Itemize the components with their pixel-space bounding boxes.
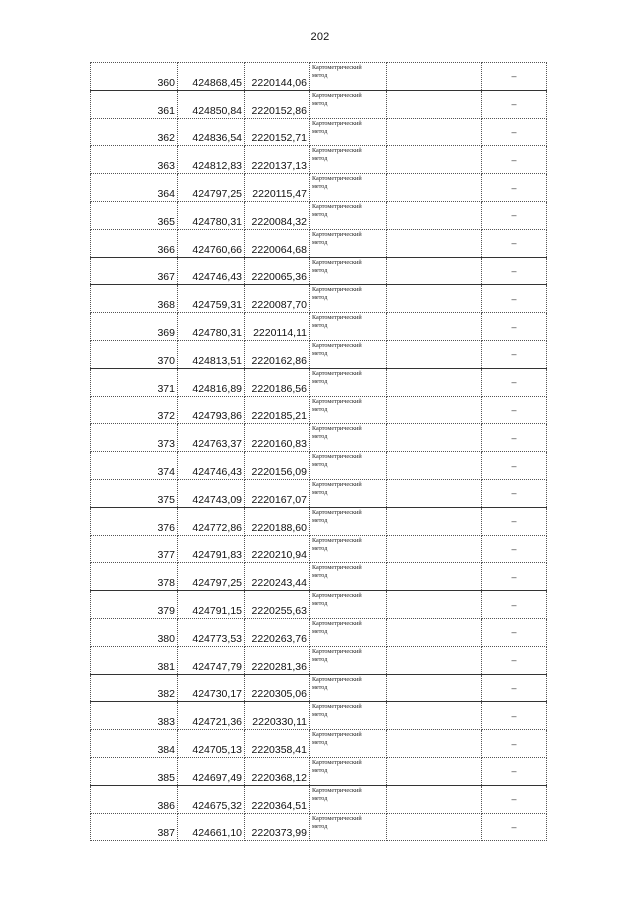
empty-cell: [387, 507, 482, 535]
empty-cell: [387, 118, 482, 146]
method-text-line2: метод: [312, 433, 328, 441]
empty-cell: [387, 257, 482, 285]
coordinate-y: 2220243,44: [245, 563, 310, 591]
method-cell: [310, 118, 387, 146]
method-cell: [310, 174, 387, 202]
method-text-line2: метод: [312, 294, 328, 302]
method-text-line1: Картометрический: [312, 230, 362, 238]
method-cell: [310, 63, 387, 91]
coordinate-y: 2220084,32: [245, 201, 310, 229]
empty-cell: [387, 618, 482, 646]
method-text-line2: метод: [312, 683, 328, 691]
empty-cell: [387, 368, 482, 396]
point-number: 375: [91, 479, 178, 507]
method-text-line1: Картометрический: [312, 731, 362, 739]
point-number: 377: [91, 535, 178, 563]
table-row: [91, 313, 547, 341]
method-cell: [310, 257, 387, 285]
coordinate-y: 2220263,76: [245, 618, 310, 646]
coordinate-x: 424791,83: [178, 535, 245, 563]
empty-cell: [387, 340, 482, 368]
empty-cell: [387, 591, 482, 619]
point-number: 362: [91, 118, 178, 146]
coordinate-x: 424746,43: [178, 257, 245, 285]
dash-cell: –: [482, 563, 547, 591]
method-text-line1: Картометрический: [312, 369, 362, 377]
dash-cell: –: [482, 313, 547, 341]
empty-cell: [387, 285, 482, 313]
table-row: [91, 340, 547, 368]
table-row: [91, 618, 547, 646]
point-number: 365: [91, 201, 178, 229]
method-text-line2: метод: [312, 155, 328, 163]
coordinate-x: 424813,51: [178, 340, 245, 368]
table-row: [91, 785, 547, 813]
point-number: 366: [91, 229, 178, 257]
empty-cell: [387, 785, 482, 813]
method-text-line1: Картометрический: [312, 91, 362, 99]
coordinate-y: 2220156,09: [245, 452, 310, 480]
coordinate-x: 424697,49: [178, 757, 245, 785]
method-text-line1: Картометрический: [312, 64, 362, 71]
empty-cell: [387, 201, 482, 229]
table-row: [91, 591, 547, 619]
coordinate-y: 2220188,60: [245, 507, 310, 535]
method-cell: [310, 785, 387, 813]
empty-cell: [387, 535, 482, 563]
table-row: [91, 63, 547, 91]
point-number: 364: [91, 174, 178, 202]
method-cell: [310, 730, 387, 758]
table-row: [91, 229, 547, 257]
empty-cell: [387, 813, 482, 841]
empty-cell: [387, 396, 482, 424]
coordinate-y: 2220186,56: [245, 368, 310, 396]
table-row: [91, 90, 547, 118]
table-row: [91, 201, 547, 229]
point-number: 373: [91, 424, 178, 452]
point-number: 360: [91, 63, 178, 91]
method-text-line2: метод: [312, 655, 328, 663]
table-row: [91, 813, 547, 841]
point-number: 378: [91, 563, 178, 591]
method-text-line2: метод: [312, 822, 328, 830]
coordinate-y: 2220330,11: [245, 702, 310, 730]
method-cell: [310, 479, 387, 507]
coordinate-y: 2220160,83: [245, 424, 310, 452]
method-text-line2: метод: [312, 377, 328, 385]
point-number: 374: [91, 452, 178, 480]
dash-cell: –: [482, 757, 547, 785]
table-row: [91, 285, 547, 313]
coordinate-y: 2220087,70: [245, 285, 310, 313]
method-cell: [310, 201, 387, 229]
method-text-line2: метод: [312, 322, 328, 330]
coordinate-y: 2220368,12: [245, 757, 310, 785]
coordinate-x: 424797,25: [178, 563, 245, 591]
method-cell: [310, 313, 387, 341]
table-row: [91, 563, 547, 591]
table-row: [91, 424, 547, 452]
coordinate-x: 424705,13: [178, 730, 245, 758]
table-row: [91, 757, 547, 785]
method-text-line2: метод: [312, 349, 328, 357]
method-cell: [310, 424, 387, 452]
point-number: 382: [91, 674, 178, 702]
method-text-line2: метод: [312, 794, 328, 802]
table-row: [91, 396, 547, 424]
method-cell: [310, 396, 387, 424]
coordinate-x: 424780,31: [178, 313, 245, 341]
method-text-line1: Картометрический: [312, 619, 362, 627]
coordinate-x: 424743,09: [178, 479, 245, 507]
table-row: [91, 479, 547, 507]
method-cell: [310, 229, 387, 257]
method-text-line1: Картометрический: [312, 397, 362, 405]
table-row: [91, 368, 547, 396]
coordinate-y: 2220065,36: [245, 257, 310, 285]
coordinate-y: 2220162,86: [245, 340, 310, 368]
method-text-line1: Картометрический: [312, 258, 362, 266]
method-text-line2: метод: [312, 405, 328, 413]
method-text-line2: метод: [312, 210, 328, 218]
dash-cell: –: [482, 730, 547, 758]
method-text-line1: Картометрический: [312, 425, 362, 433]
dash-cell: –: [482, 452, 547, 480]
method-cell: [310, 340, 387, 368]
method-text-line1: Картометрический: [312, 202, 362, 210]
coordinate-y: 2220358,41: [245, 730, 310, 758]
method-text-line1: Картометрический: [312, 147, 362, 155]
dash-cell: –: [482, 368, 547, 396]
coordinate-x: 424797,25: [178, 174, 245, 202]
method-cell: [310, 591, 387, 619]
coordinate-x: 424721,36: [178, 702, 245, 730]
method-text-line1: Картометрический: [312, 675, 362, 683]
method-text-line2: метод: [312, 183, 328, 191]
method-text-line2: метод: [312, 544, 328, 552]
coordinate-y: 2220373,99: [245, 813, 310, 841]
coordinate-y: 2220364,51: [245, 785, 310, 813]
coordinate-x: 424772,86: [178, 507, 245, 535]
point-number: 384: [91, 730, 178, 758]
method-text-line1: Картометрический: [312, 453, 362, 461]
method-text-line2: метод: [312, 711, 328, 719]
dash-cell: –: [482, 535, 547, 563]
coordinate-x: 424661,10: [178, 813, 245, 841]
coordinate-x: 424793,86: [178, 396, 245, 424]
point-number: 383: [91, 702, 178, 730]
table-row: [91, 146, 547, 174]
method-text-line1: Картометрический: [312, 536, 362, 544]
coordinate-x: 424747,79: [178, 646, 245, 674]
method-cell: [310, 813, 387, 841]
point-number: 368: [91, 285, 178, 313]
method-cell: [310, 90, 387, 118]
dash-cell: –: [482, 479, 547, 507]
method-cell: [310, 285, 387, 313]
dash-cell: –: [482, 118, 547, 146]
table-row: [91, 674, 547, 702]
point-number: 379: [91, 591, 178, 619]
dash-cell: –: [482, 674, 547, 702]
point-number: 386: [91, 785, 178, 813]
point-number: 367: [91, 257, 178, 285]
empty-cell: [387, 757, 482, 785]
empty-cell: [387, 146, 482, 174]
method-text-line2: метод: [312, 99, 328, 107]
method-text-line2: метод: [312, 238, 328, 246]
dash-cell: –: [482, 646, 547, 674]
coordinate-y: 2220137,13: [245, 146, 310, 174]
coordinate-x: 424760,66: [178, 229, 245, 257]
point-number: 387: [91, 813, 178, 841]
method-text-line1: Картометрический: [312, 592, 362, 600]
coordinate-y: 2220281,36: [245, 646, 310, 674]
method-cell: [310, 618, 387, 646]
empty-cell: [387, 646, 482, 674]
method-text-line2: метод: [312, 72, 328, 79]
empty-cell: [387, 313, 482, 341]
table-row: [91, 452, 547, 480]
method-text-line2: метод: [312, 572, 328, 580]
dash-cell: –: [482, 702, 547, 730]
coordinate-y: 2220305,06: [245, 674, 310, 702]
empty-cell: [387, 90, 482, 118]
empty-cell: [387, 424, 482, 452]
method-text-line2: метод: [312, 516, 328, 524]
table-row: [91, 507, 547, 535]
coordinate-x: 424836,54: [178, 118, 245, 146]
dash-cell: –: [482, 201, 547, 229]
coordinate-y: 2220115,47: [245, 174, 310, 202]
table-row: [91, 257, 547, 285]
coordinate-y: 2220152,86: [245, 90, 310, 118]
method-text-line1: Картометрический: [312, 314, 362, 322]
coordinate-x: 424746,43: [178, 452, 245, 480]
point-number: 371: [91, 368, 178, 396]
empty-cell: [387, 479, 482, 507]
dash-cell: –: [482, 146, 547, 174]
table-row: [91, 535, 547, 563]
coordinates-table: [90, 62, 547, 841]
dash-cell: –: [482, 63, 547, 91]
page-number: 202: [310, 31, 330, 43]
point-number: 372: [91, 396, 178, 424]
coordinate-y: 2220114,11: [245, 313, 310, 341]
method-text-line1: Картометрический: [312, 758, 362, 766]
coordinate-y: 2220064,68: [245, 229, 310, 257]
method-cell: [310, 452, 387, 480]
dash-cell: –: [482, 591, 547, 619]
method-cell: [310, 702, 387, 730]
coordinates-table-body: [91, 63, 547, 841]
dash-cell: –: [482, 90, 547, 118]
coordinate-x: 424816,89: [178, 368, 245, 396]
empty-cell: [387, 702, 482, 730]
table-row: [91, 174, 547, 202]
point-number: 361: [91, 90, 178, 118]
dash-cell: –: [482, 813, 547, 841]
method-text-line1: Картометрический: [312, 341, 362, 349]
method-cell: [310, 368, 387, 396]
dash-cell: –: [482, 507, 547, 535]
dash-cell: –: [482, 785, 547, 813]
coordinate-x: 424780,31: [178, 201, 245, 229]
method-cell: [310, 646, 387, 674]
coordinate-y: 2220185,21: [245, 396, 310, 424]
method-cell: [310, 535, 387, 563]
coordinate-x: 424850,84: [178, 90, 245, 118]
dash-cell: –: [482, 174, 547, 202]
method-text-line2: метод: [312, 127, 328, 135]
point-number: 385: [91, 757, 178, 785]
dash-cell: –: [482, 285, 547, 313]
method-cell: [310, 674, 387, 702]
method-text-line1: Картометрический: [312, 286, 362, 294]
coordinate-x: 424759,31: [178, 285, 245, 313]
empty-cell: [387, 563, 482, 591]
coordinate-y: 2220255,63: [245, 591, 310, 619]
table-row: [91, 118, 547, 146]
method-cell: [310, 146, 387, 174]
table-row: [91, 702, 547, 730]
empty-cell: [387, 730, 482, 758]
method-text-line1: Картометрический: [312, 647, 362, 655]
empty-cell: [387, 452, 482, 480]
point-number: 369: [91, 313, 178, 341]
dash-cell: –: [482, 229, 547, 257]
dash-cell: –: [482, 618, 547, 646]
empty-cell: [387, 674, 482, 702]
method-text-line1: Картометрический: [312, 786, 362, 794]
table-row: [91, 646, 547, 674]
point-number: 363: [91, 146, 178, 174]
coordinate-x: 424812,83: [178, 146, 245, 174]
method-text-line1: Картометрический: [312, 119, 362, 127]
method-text-line1: Картометрический: [312, 508, 362, 516]
method-text-line2: метод: [312, 766, 328, 774]
point-number: 376: [91, 507, 178, 535]
point-number: 370: [91, 340, 178, 368]
method-text-line1: Картометрический: [312, 814, 362, 822]
method-text-line2: метод: [312, 600, 328, 608]
point-number: 381: [91, 646, 178, 674]
table-row: [91, 730, 547, 758]
coordinate-x: 424773,53: [178, 618, 245, 646]
empty-cell: [387, 174, 482, 202]
method-text-line1: Картометрический: [312, 564, 362, 572]
method-cell: [310, 507, 387, 535]
method-text-line2: метод: [312, 266, 328, 274]
coordinate-y: 2220167,07: [245, 479, 310, 507]
coordinate-x: 424791,15: [178, 591, 245, 619]
method-text-line2: метод: [312, 627, 328, 635]
coordinate-y: 2220152,71: [245, 118, 310, 146]
method-cell: [310, 757, 387, 785]
method-cell: [310, 563, 387, 591]
method-text-line1: Картометрический: [312, 175, 362, 183]
coordinate-x: 424675,32: [178, 785, 245, 813]
method-text-line2: метод: [312, 488, 328, 496]
dash-cell: –: [482, 396, 547, 424]
dash-cell: –: [482, 257, 547, 285]
dash-cell: –: [482, 424, 547, 452]
method-text-line2: метод: [312, 461, 328, 469]
dash-cell: –: [482, 340, 547, 368]
empty-cell: [387, 63, 482, 91]
coordinate-x: 424730,17: [178, 674, 245, 702]
method-text-line1: Картометрический: [312, 703, 362, 711]
method-text-line2: метод: [312, 739, 328, 747]
method-text-line1: Картометрический: [312, 480, 362, 488]
coordinate-x: 424763,37: [178, 424, 245, 452]
point-number: 380: [91, 618, 178, 646]
coordinate-y: 2220144,06: [245, 63, 310, 91]
coordinate-x: 424868,45: [178, 63, 245, 91]
coordinate-y: 2220210,94: [245, 535, 310, 563]
empty-cell: [387, 229, 482, 257]
